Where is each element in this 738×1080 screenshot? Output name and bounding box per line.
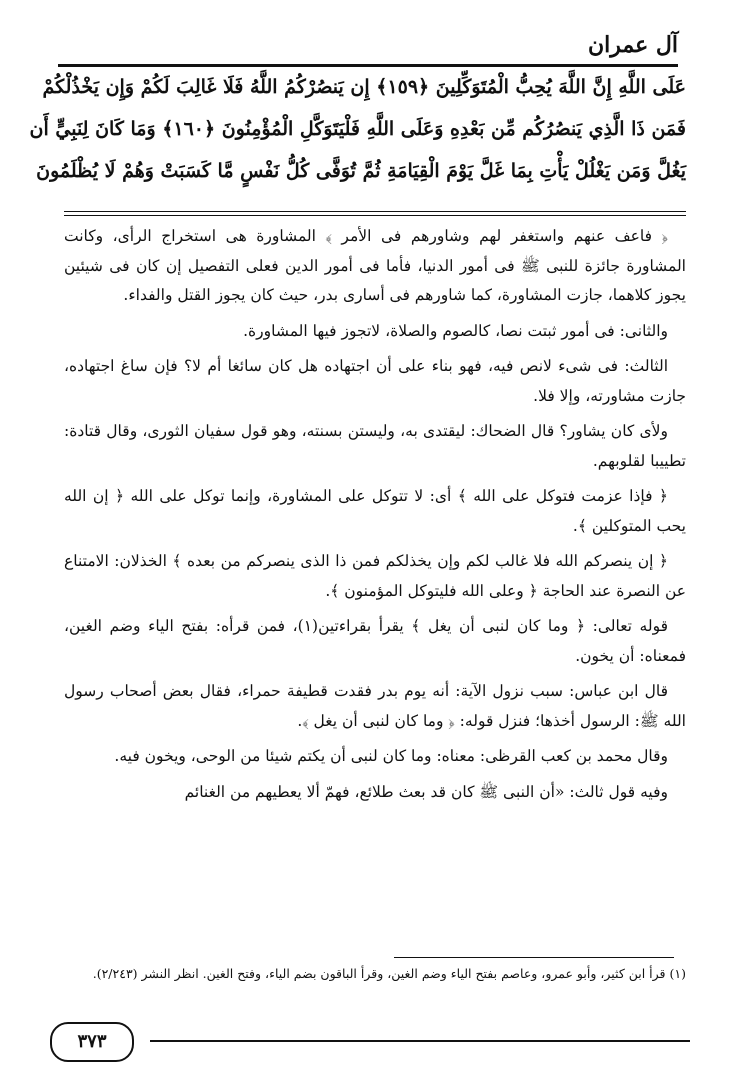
footnote-1: (١) قرأ ابن كثير، وأبو عمرو، وعاصم بفتح الياء وضم الغين، وقرأ الباقون بضم الياء، وفتح الغين. انظر النشر (٢/٢٤٣). <box>92 966 686 981</box>
quran-line-1: عَلَى اللَّهِ إِنَّ اللَّهَ يُحِبُّ الْمُتَوَكِّلِينَ ﴿١٥٩﴾ إِن يَنصُرْكُمُ اللَّهُ فَلَا غَالِبَ لَكُمْ وَإِن يَخْذُلْكُمْ <box>42 76 686 98</box>
verses-divider-secondary <box>64 215 686 216</box>
footer-rule <box>150 1040 690 1042</box>
paragraph-5: ﴿ فإذا عزمت فتوكل على الله ﴾ أى: لا تتوكل على المشاورة، وإنما توكل على الله ﴿ إن الله يحب المتوكلين ﴾. <box>64 487 686 535</box>
page-footer <box>50 1020 690 1060</box>
paragraph-9: وقال محمد بن كعب القرظى: معناه: وما كان لنبى أن يكتم شيئا من الوحى، ويخون فيه. <box>114 747 668 765</box>
paragraph-2: والثانى: فى أمور ثبتت نصا، كالصوم والصلاة، لاتجوز فيها المشاورة. <box>243 321 668 340</box>
paragraph-3: الثالث: فى شىء لانص فيه، فهو بناء على أن اجتهاده هل كان سائغا أم لا؟ فإن ساغ اجتهاده، جازت مشاورته، وإلا فلا. <box>64 357 686 405</box>
paragraph-4: ولأى كان يشاور؟ قال الضحاك: ليقتدى به، وليستن بسنته، وهو قول سفيان الثورى، وقال قتادة: تطييبا لقلوبهم. <box>64 422 686 470</box>
paragraph-6: ﴿ إن ينصركم الله فلا غالب لكم وإن يخذلكم فمن ذا الذى ينصركم من بعده ﴾ الخذلان: الامتناع عن النصرة عند الحاجة ﴿ وعلى الله فليتوكل المؤمنون ﴾. <box>64 552 686 600</box>
quran-line-3: يَغُلَّ وَمَن يَغْلُلْ يَأْتِ بِمَا غَلَّ يَوْمَ الْقِيَامَةِ ثُمَّ تُوَفَّى كُلُّ نَفْسٍ مَّا كَسَبَتْ وَهُمْ لَا يُظْلَمُونَ <box>36 160 686 182</box>
paragraph-1: ﴿ فاعف عنهم واستغفر لهم وشاورهم فى الأمر ﴾ المشاورة هى استخراج الرأى، وكانت المشاورة جائزة للنبى ﷺ فى أمور الدنيا، فأما فى أمور الدين فعلى التفصيل إن كان فى شيئين يجوز كلاهما، جازت المشاورة، كما شاورهم فى أسارى بدر، حيث كان يجوز القتل والفداء. <box>64 227 686 304</box>
surah-title: آل عمران <box>587 32 678 58</box>
page-header <box>58 30 678 70</box>
page-number: ٣٧٣ <box>50 1022 134 1062</box>
footnotes <box>64 962 686 986</box>
commentary-body <box>64 222 686 813</box>
quran-verses-box <box>29 66 686 206</box>
footnote-divider <box>394 957 674 958</box>
paragraph-8: قال ابن عباس: سبب نزول الآية: أنه يوم بدر فقدت قطيفة حمراء، فقال بعض أصحاب رسول الله ﷺ: الرسول أخذها؛ فنزل قوله: ﴿ وما كان لنبى أن يغل ﴾. <box>64 682 686 730</box>
verses-divider <box>64 211 686 212</box>
quran-line-2: فَمَن ذَا الَّذِي يَنصُرُكُم مِّن بَعْدِهِ وَعَلَى اللَّهِ فَلْيَتَوَكَّلِ الْمُؤْمِنُونَ ﴿١٦٠﴾ وَمَا كَانَ لِنَبِيٍّ أَن <box>29 118 686 140</box>
paragraph-10: وفيه قول ثالث: «أن النبى ﷺ كان قد بعث طلائع، فهمّ ألا يعطيهم من الغنائم <box>184 782 668 801</box>
paragraph-7: قوله تعالى: ﴿ وما كان لنبى أن يغل ﴾ يقرأ بقراءتين(١)، فمن قرأه: بفتح الياء وضم الغين، فمعناه: أن يخون. <box>64 617 686 665</box>
